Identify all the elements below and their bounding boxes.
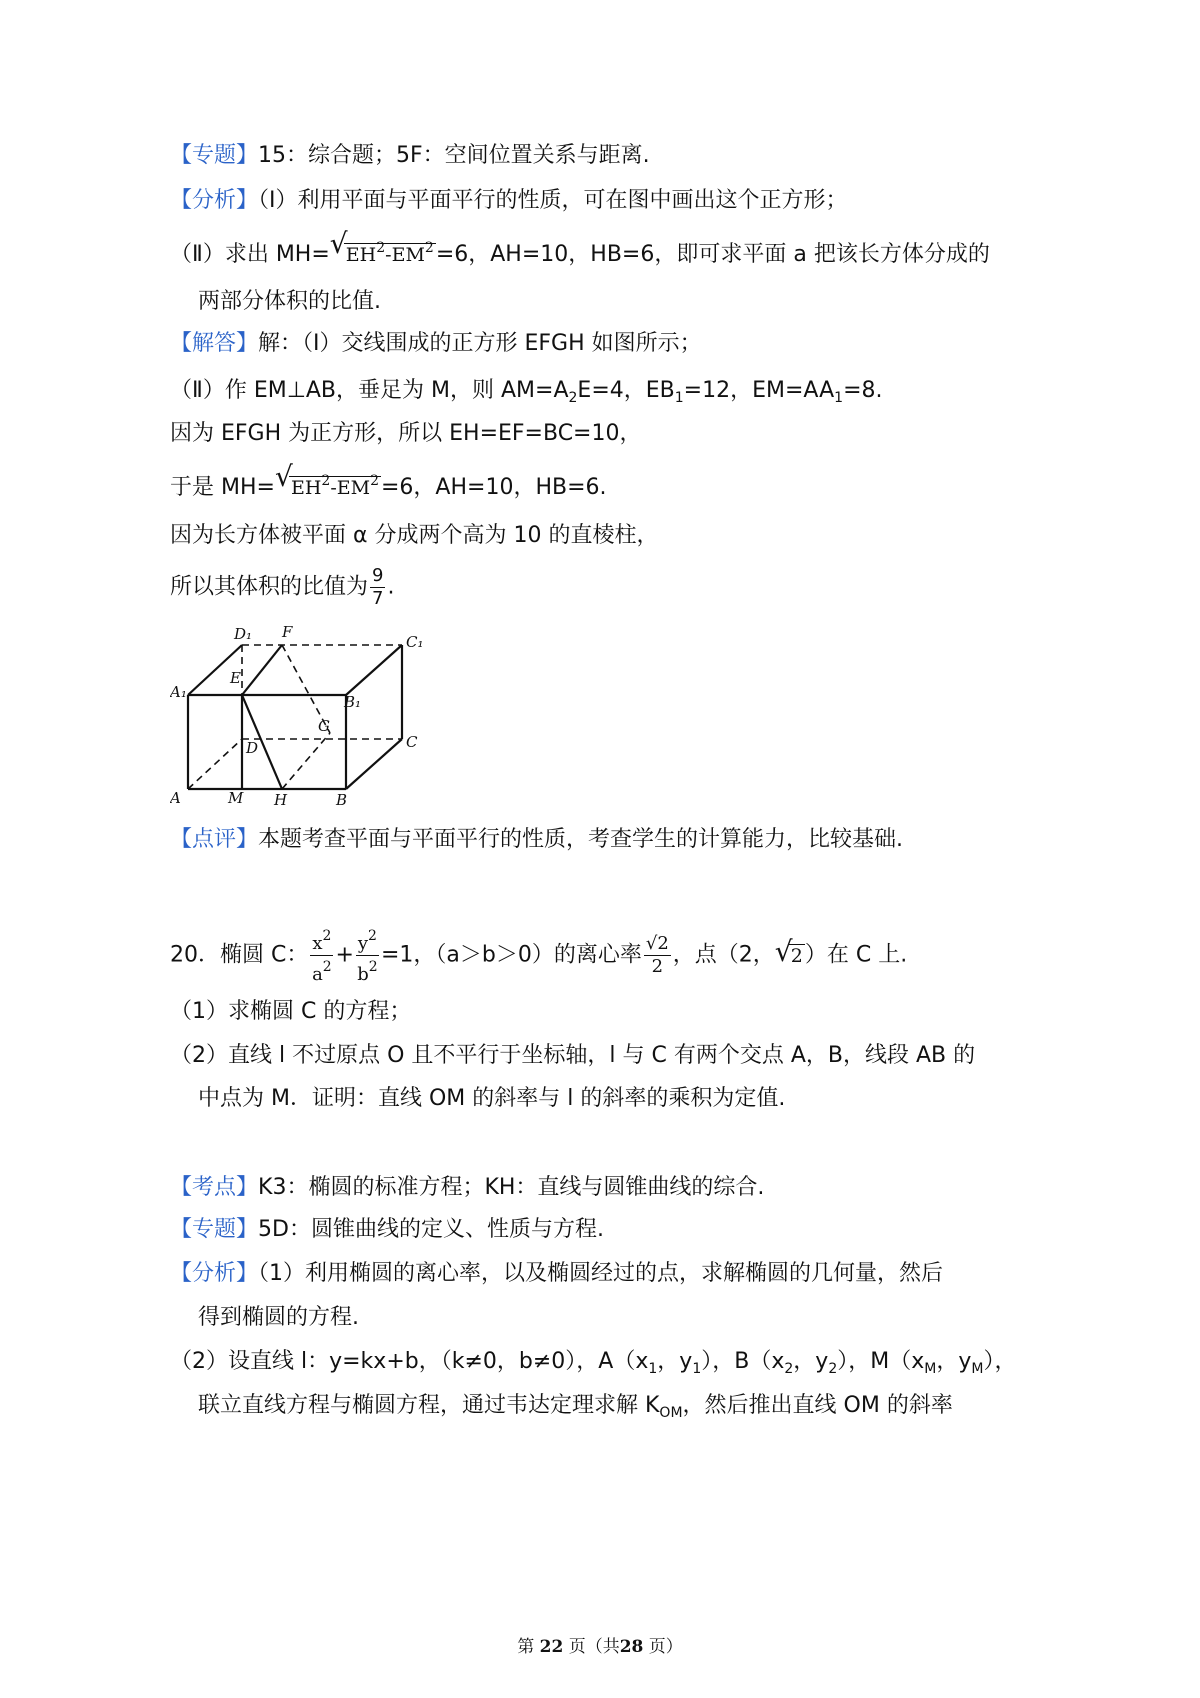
label-M: M	[228, 789, 244, 807]
q20-part2-line1: （2）直线 l 不过原点 O 且不平行于坐标轴，l 与 C 有两个交点 A，B，线段 AB 的	[170, 1043, 976, 1068]
label-A1: A₁	[170, 683, 187, 701]
q20-stem: 20．椭圆 C： $\frac{x^2}{a^2}$ + $\frac{y^2}{b^2}$ =1，（a＞b＞0）的离心率 $\frac{√2}{2}$ ，点（2， √ 2）在 C 上.	[170, 925, 907, 986]
analysis2-line-4: 联立直线方程与椭圆方程，通过韦达定理求解 $K_{OM}$，然后推出直线 OM 的斜率	[198, 1393, 953, 1421]
solution-line-4: 于是 MH= √ $EH^2-EM^2=6$，AH=10，HB=6.	[170, 465, 607, 504]
fraction-9-7: $\frac{9}{7}$	[372, 565, 384, 609]
analysis-tag: 【分析】	[170, 188, 259, 213]
sqrt-2: √ 2	[774, 934, 803, 968]
comment-text: 本题考查平面与平面平行的性质，考查学生的计算能力，比较基础.	[258, 827, 904, 852]
label-F: F	[282, 625, 293, 641]
topic-line	[170, 140, 650, 172]
q20-part2-line2: 中点为 M．证明：直线 OM 的斜率与 l 的斜率的乘积为定值.	[198, 1086, 786, 1111]
topic2-line: 【专题】5D：圆锥曲线的定义、性质与方程.	[170, 1217, 604, 1242]
label-D1: D₁	[234, 625, 253, 643]
cuboid-figure	[170, 625, 440, 815]
analysis-text-2-post: =6，AH=10，HB=6，即可求平面 a 把该长方体分成的	[435, 242, 990, 267]
solution-text-1: 解：（Ⅰ）交线围成的正方形 EFGH 如图所示；	[258, 331, 702, 356]
label-C1: C₁	[406, 633, 424, 651]
label-H: H	[274, 791, 288, 809]
solution-line-6: 所以其体积的比值为 $\frac{9}{7}$ .	[170, 565, 395, 609]
label-D: D	[246, 739, 259, 757]
label-B: B	[336, 791, 348, 809]
topic-text: 15：综合题；5F：空间位置关系与距离.	[258, 143, 650, 168]
sqrt-expression-2: √ $EH^2-EM^2$	[274, 460, 379, 499]
label-C: C	[406, 733, 418, 751]
label-E: E	[230, 669, 241, 687]
analysis2-tag: 【分析】	[170, 1261, 259, 1286]
solution-line-1	[170, 328, 702, 360]
analysis-text-1: （Ⅰ）利用平面与平面平行的性质，可在图中画出这个正方形；	[258, 188, 848, 213]
fraction-x2-a2: $\frac{x^2}{a^2}$	[310, 925, 333, 986]
label-A: A	[170, 789, 181, 807]
label-G: G	[318, 717, 330, 735]
solution-tag: 【解答】	[170, 331, 259, 356]
page-footer: 第 22 页（共28 页）	[517, 1637, 683, 1657]
analysis2-line-2: 得到椭圆的方程.	[198, 1305, 359, 1330]
point-tag: 【考点】	[170, 1175, 259, 1200]
topic-tag: 【专题】	[170, 143, 259, 168]
q20-part1: （1）求椭圆 C 的方程；	[170, 999, 412, 1024]
fraction-y2-b2: $\frac{y^2}{b^2}$	[356, 925, 379, 986]
analysis2-line-1: 【分析】（1）利用椭圆的离心率，以及椭圆经过的点，求解椭圆的几何量，然后	[170, 1261, 944, 1286]
point-line: 【考点】K3：椭圆的标准方程；KH：直线与圆锥曲线的综合.	[170, 1175, 765, 1200]
solution-line-5: 因为长方体被平面 α 分成两个高为 10 的直棱柱，	[170, 523, 659, 548]
analysis-line-2	[170, 227, 990, 271]
page-number: 22	[539, 1637, 564, 1657]
comment-line	[170, 824, 903, 856]
solution-line-2: （Ⅱ）作 EM⊥AB，垂足为 M，则 $AM=A_2E=4$，$EB_1=12$，$EM=AA_1=8$.	[170, 378, 883, 406]
analysis-text-2-pre: （Ⅱ）求出 MH=	[170, 242, 330, 267]
fraction-eccentricity: $\frac{√2}{2}$	[645, 933, 669, 977]
analysis2-line-3: （2）设直线 l：y=kx+b，（k≠0，b≠0），$A(x_1$，$y_1$），$B(x_2$，$y_2$），$M(x_M$，$y_M$），	[170, 1349, 1017, 1377]
page-total: 28	[619, 1637, 644, 1657]
sqrt-expression: √ $EH^2-EM^2$	[329, 227, 434, 266]
topic2-tag: 【专题】	[170, 1217, 259, 1242]
analysis-line-1	[170, 185, 848, 217]
analysis-line-3: 两部分体积的比值.	[198, 289, 381, 314]
comment-tag: 【点评】	[170, 827, 259, 852]
label-B1: B₁	[344, 693, 362, 711]
solution-line-3: 因为 EFGH 为正方形，所以 EH=EF=BC=10，	[170, 421, 642, 446]
